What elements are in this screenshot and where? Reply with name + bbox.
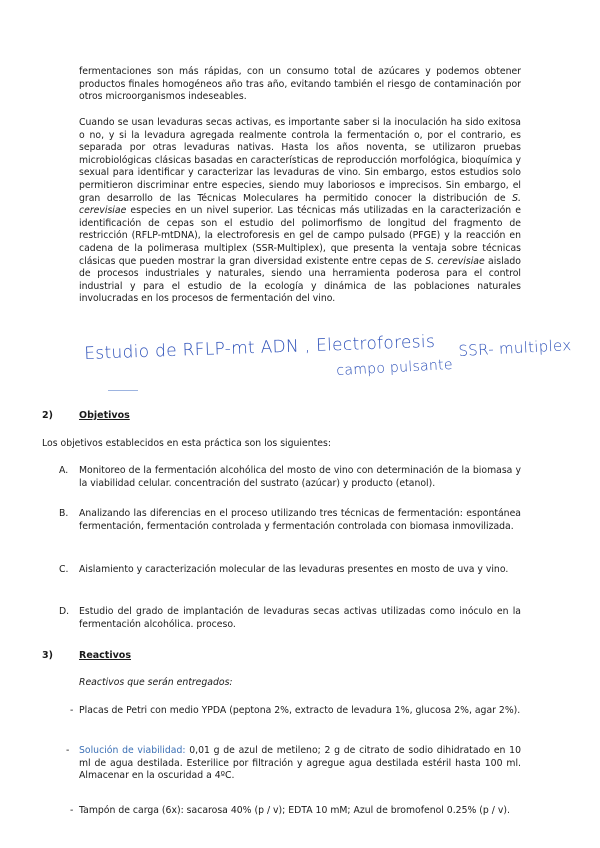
species-name-1: S. cerevisiae — [79, 192, 521, 217]
objective-a-text: Monitoreo de la fermentación alcohólica del mosto de vino con determinación de la biomasa y la viabilidad celular. concentración del sustrato (azúcar) y producto (etanol). — [79, 465, 521, 489]
objective-c-letter: C. — [59, 564, 69, 575]
section-3-number: 3) — [42, 650, 53, 661]
main-paragraph — [79, 117, 521, 306]
reagent-2-paragraph — [79, 745, 521, 783]
objective-d-letter: D. — [59, 606, 70, 617]
objective-c-text: Aislamiento y caracterización molecular de las levaduras presentes en mosto de uva y vino. — [79, 564, 509, 575]
main-paragraph-part1: Cuando se usan levaduras secas activas, es importante saber si la inoculación ha sido exitosa o no, y si la levadura agregada realmente controla la fermentación o, por el contrario, es separada por otras levaduras nativas. Hasta los años noventa, se utilizaron pruebas microbiológicas clásicas basadas en características de reproducción morfológica, bioquímica y sexual para identificar y caracterizar las levaduras de vino. Sin embargo, estos estudios solo permitieron discriminar entre especies, siendo muy laboriosos e imprecisos. Sin embargo, el gran desarrollo de las Técnicas Moleculares ha permitido conocer la distribución de — [79, 117, 521, 204]
objective-d-text: Estudio del grado de implantación de levaduras secas activas utilizadas como inóculo en la fermentación alcohólica. proceso. — [79, 606, 521, 630]
main-paragraph-part3: aislado de procesos industriales y naturales, siendo una herramienta poderosa para el control industrial y para el estudio de la ecología y dinámica de las poblaciones naturales involucradas en los procesos de fermentación del vino. — [79, 255, 521, 305]
section-3-title: Reactivos — [79, 650, 131, 661]
reagents-subtitle: Reactivos que serán entregados: — [79, 677, 233, 688]
objective-b-text: Analizando las diferencias en el proceso utilizando tres técnicas de fermentación: espontánea fermentación, fermentación controlada y fermentación controlada con biomasa inmovilizada. — [79, 508, 521, 532]
handwritten-annotation-line1: Estudio de RFLP-mt ADN , Electroforesis — [84, 331, 436, 364]
reagent-1-text: Placas de Petri con medio YPDA (peptona 2%, extracto de levadura 1%, glucosa 2%, agar 2%). — [79, 705, 521, 716]
reagent-2-label: Solución de viabilidad: — [79, 745, 186, 756]
reagent-2-text: 0,01 g de azul de metileno; 2 g de citrato de sodio dihidratado en 10 ml de agua destilada. Esterilice por filtración y agregue agua destilada estéril hasta 100 ml. Almacenar en la oscuridad a 4ºC. — [79, 745, 522, 782]
species-name-2: S. cerevisiae — [425, 255, 485, 267]
main-paragraph-part2: especies en un nivel superior. Las técnicas más utilizadas en la caracterización e identificación de cepas son el estudio del polimorfismo de longitud del fragmento de restricción (RFLP-mtDNA), la electroforesis en gel de campo pulsado (PFGE) y la reacción en cadena de la polimerasa multiplex (SSR-Multiplex), que presenta la ventaja sobre técnicas clásicas que pueden mostrar la gran diversidad existente entre cepas de — [79, 205, 521, 267]
intro-paragraph: fermentaciones son más rápidas, con un consumo total de azúcares y podemos obtener productos finales homogéneos año tras año, evitando también el riesgo de contaminación por otros microorganismos indeseables. — [79, 66, 521, 103]
section-2-number: 2) — [42, 410, 53, 421]
objective-a-letter: A. — [59, 465, 69, 476]
section-2-title: Objetivos — [79, 410, 130, 421]
reagent-3-text: Tampón de carga (6x): sacarosa 40% (p / v); EDTA 10 mM; Azul de bromofenol 0.25% (p / v). — [79, 805, 510, 816]
reagent-1-dash: - — [70, 705, 74, 716]
handwritten-stroke — [108, 390, 138, 391]
objective-b-letter: B. — [59, 508, 69, 519]
handwritten-annotation-ssr: SSR- multiplex — [458, 336, 572, 360]
reagent-3-dash: - — [70, 805, 74, 816]
reagent-2-dash: - — [66, 745, 70, 756]
objectives-lead: Los objetivos establecidos en esta práctica son los siguientes: — [42, 438, 331, 449]
handwritten-annotation-line2: campo pulsante — [336, 356, 454, 379]
